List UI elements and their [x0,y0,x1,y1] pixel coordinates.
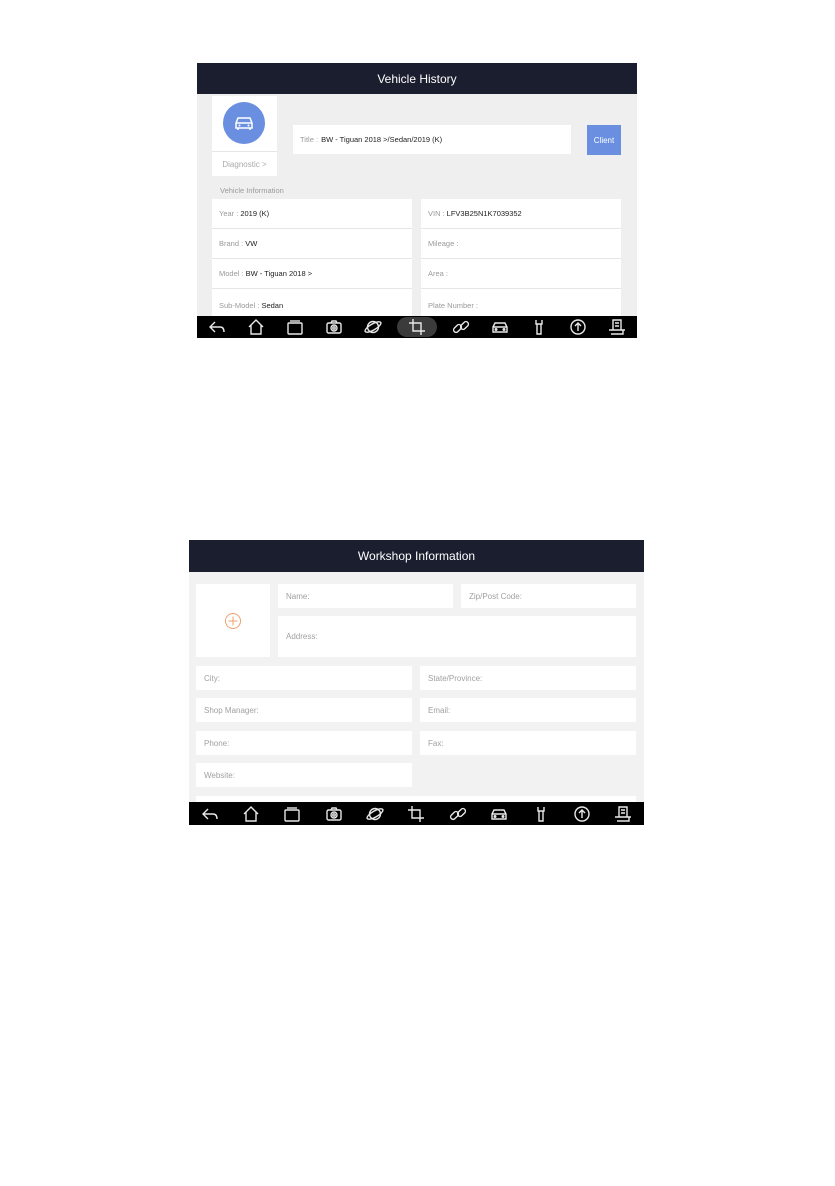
report-icon[interactable] [602,317,632,337]
workshop-information-title: Workshop Information [189,540,644,572]
mileage-row[interactable] [421,229,621,259]
camera-icon[interactable] [319,317,349,337]
name-field[interactable]: Name: [278,584,453,608]
system-navbar [189,802,644,825]
back-icon[interactable] [195,804,225,824]
link-icon[interactable] [443,804,473,824]
brand-value: VW [245,239,258,248]
plate-number-label: Plate Number : [428,300,479,310]
vehicle-avatar [223,102,265,144]
model-value: BW - Tiguan 2018 > [245,269,313,278]
vehicle-info-left [212,199,412,324]
diagnostic-link[interactable]: Diagnostic > [222,160,267,169]
state-province-field[interactable]: State/Province: [420,666,636,690]
crop-icon[interactable] [397,317,437,337]
workshop-information-screen [189,540,644,825]
add-icon [224,612,242,630]
recent-apps-icon[interactable] [277,804,307,824]
sub-model-label: Sub-Model : [219,300,260,310]
browser-icon[interactable] [358,317,388,337]
wrench-icon[interactable] [526,804,556,824]
phone-field[interactable]: Phone: [196,731,412,755]
camera-icon[interactable] [319,804,349,824]
crop-icon[interactable] [401,804,431,824]
report-icon[interactable] [608,804,638,824]
car-icon[interactable] [485,317,515,337]
shop-manager-field[interactable]: Shop Manager: [196,698,412,722]
zip-code-field[interactable]: Zip/Post Code: [461,584,636,608]
car-icon[interactable] [484,804,514,824]
recent-apps-icon[interactable] [280,317,310,337]
vehicle-information-label: Vehicle Information [220,186,284,195]
area-row[interactable] [421,259,621,289]
title-value: BW - Tiguan 2018 >/Sedan/2019 (K) [321,135,443,144]
year-value: 2019 (K) [240,209,270,218]
upload-icon[interactable] [567,804,597,824]
sub-model-value: Sedan [261,300,284,310]
car-icon [233,114,255,132]
browser-icon[interactable] [360,804,390,824]
title-field[interactable] [293,125,571,154]
vehicle-info-right [421,199,621,324]
fax-field[interactable]: Fax: [420,731,636,755]
vin-value: LFV3B25N1K7039352 [446,209,522,218]
system-navbar [197,316,637,338]
vehicle-history-title: Vehicle History [197,63,637,94]
title-label: Title : [300,135,319,144]
area-label: Area : [428,269,449,278]
vehicle-history-screen [197,63,637,338]
email-field[interactable]: Email: [420,698,636,722]
vin-row[interactable] [421,199,621,229]
brand-row[interactable] [212,229,412,259]
vin-label: VIN : [428,209,445,218]
year-label: Year : [219,209,239,218]
home-icon[interactable] [236,804,266,824]
vehicle-avatar-card[interactable] [212,96,277,176]
model-label: Model : [219,269,244,278]
address-field[interactable]: Address: [278,616,636,657]
divider [212,151,277,152]
year-row[interactable] [212,199,412,229]
city-field[interactable]: City: [196,666,412,690]
home-icon[interactable] [241,317,271,337]
client-button[interactable]: Client [587,125,621,155]
logo-upload-box[interactable] [196,584,270,657]
mileage-label: Mileage : [428,239,459,248]
website-field[interactable]: Website: [196,763,412,787]
upload-icon[interactable] [563,317,593,337]
model-row[interactable] [212,259,412,289]
link-icon[interactable] [446,317,476,337]
back-icon[interactable] [202,317,232,337]
wrench-icon[interactable] [524,317,554,337]
brand-label: Brand : [219,239,244,248]
